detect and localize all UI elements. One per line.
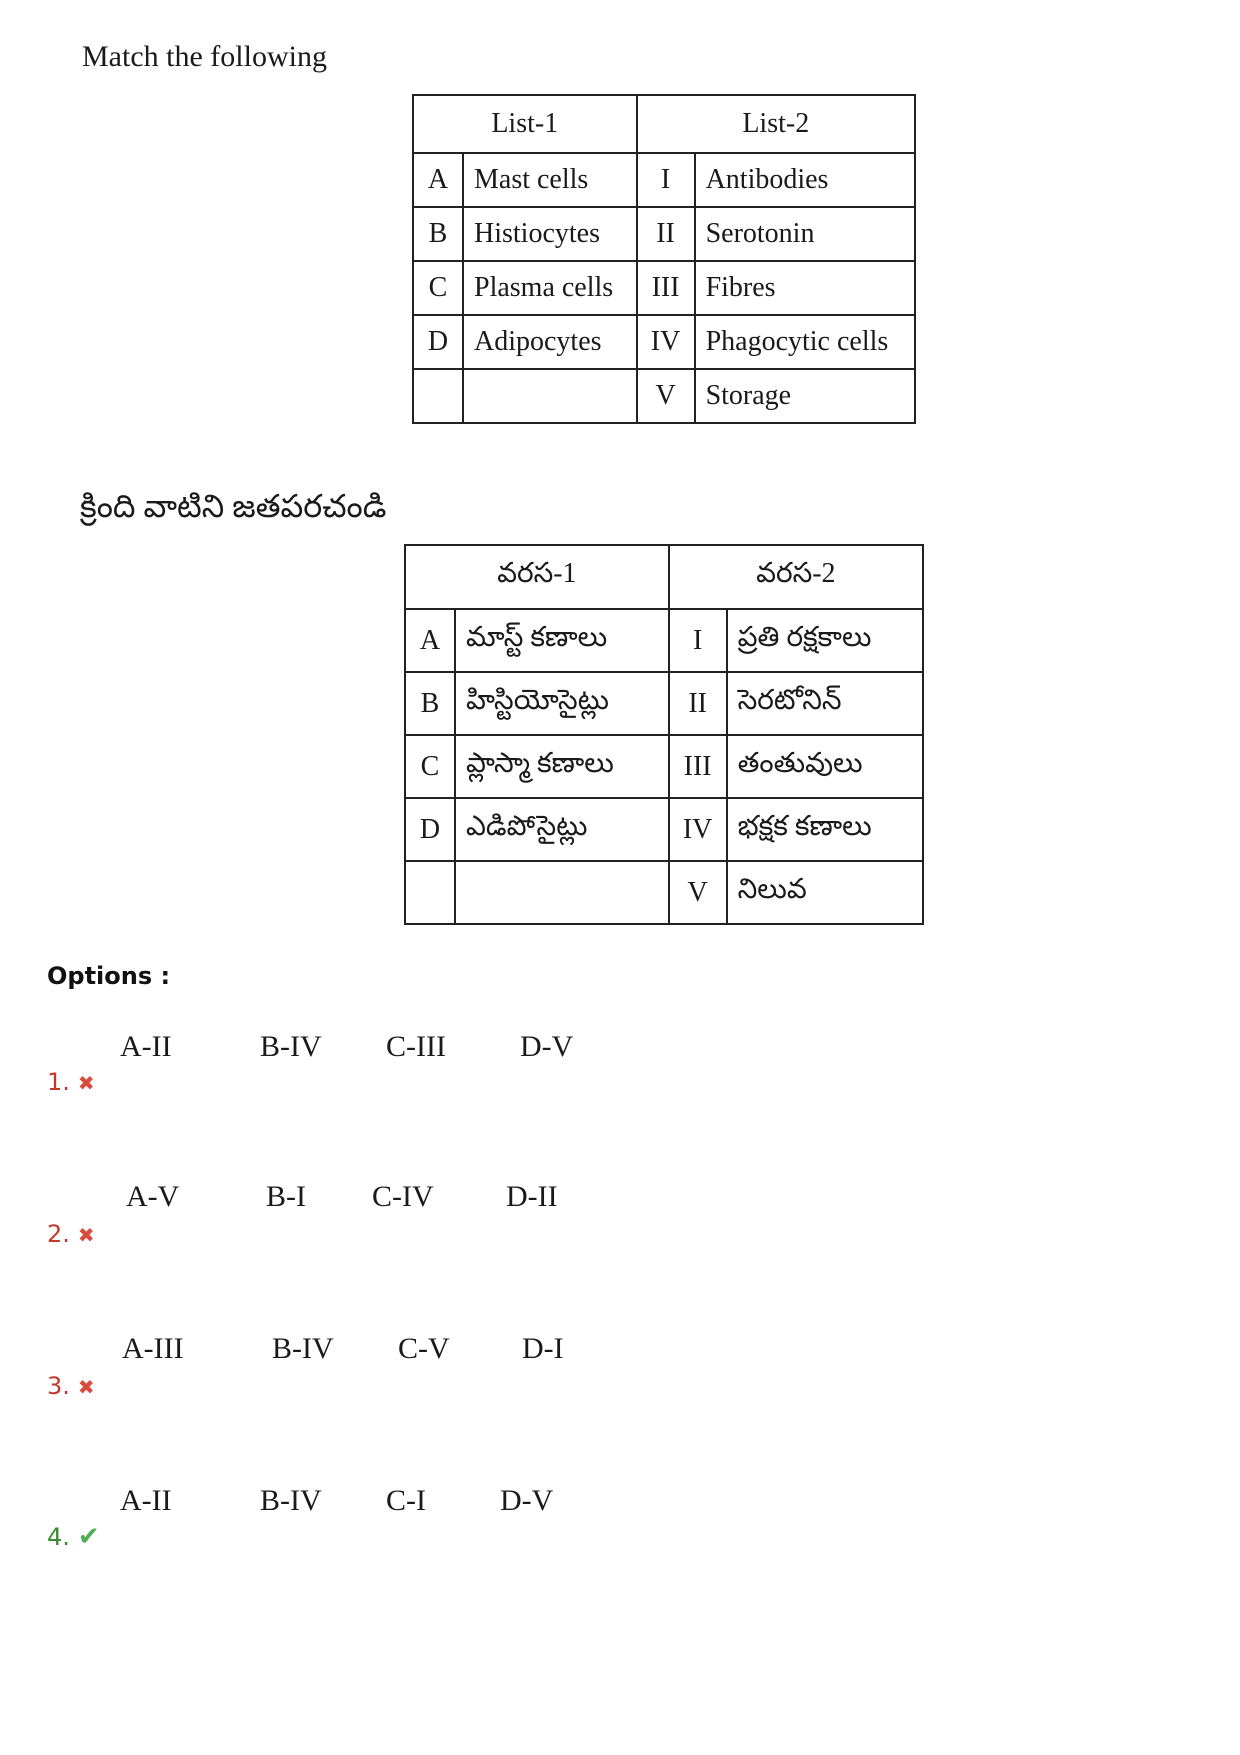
list-1-item: Plasma cells xyxy=(463,261,637,315)
option-3[interactable] xyxy=(0,1332,700,1472)
option-pair: A-III xyxy=(122,1332,184,1365)
option-4[interactable] xyxy=(0,1484,700,1624)
list-2-item: Fibres xyxy=(695,261,915,315)
table-row xyxy=(405,735,923,798)
list-1-item: మాస్ట్ కణాలు xyxy=(455,609,669,672)
table-row xyxy=(413,369,915,423)
list-1-key: A xyxy=(413,153,463,207)
list-2-key: II xyxy=(637,207,695,261)
list-1-key: D xyxy=(405,798,455,861)
telugu-question-title: క్రింది వాటిని జతపరచండి xyxy=(80,488,387,524)
list-1-key xyxy=(405,861,455,924)
option-pair: D-I xyxy=(522,1332,564,1365)
list-2-key: IV xyxy=(637,315,695,369)
list-2-item: Storage xyxy=(695,369,915,423)
list-1-item: హిస్టియోసైట్లు xyxy=(455,672,669,735)
option-pair: C-V xyxy=(398,1332,450,1365)
list-2-header: List-2 xyxy=(637,95,915,153)
list-2-key: V xyxy=(637,369,695,423)
option-number: 3. ✖ xyxy=(47,1372,95,1400)
option-pair: A-II xyxy=(120,1484,172,1517)
list-2-item: భక్షక కణాలు xyxy=(727,798,923,861)
table-row xyxy=(405,861,923,924)
option-pair: D-V xyxy=(520,1030,574,1063)
option-pair: A-V xyxy=(126,1180,180,1213)
list-1-item xyxy=(463,369,637,423)
list-2-item: ప్రతి రక్షకాలు xyxy=(727,609,923,672)
list-2-key: I xyxy=(637,153,695,207)
option-pair: C-I xyxy=(386,1484,426,1517)
list-1-key: D xyxy=(413,315,463,369)
list-1-key: C xyxy=(413,261,463,315)
option-pair: B-IV xyxy=(260,1484,322,1517)
list-1-key: C xyxy=(405,735,455,798)
list-1-header: వరస-1 xyxy=(405,545,669,609)
table-row xyxy=(413,315,915,369)
list-2-item: నిలువ xyxy=(727,861,923,924)
table-row xyxy=(413,261,915,315)
cross-icon: ✖ xyxy=(77,1223,95,1247)
list-2-key: IV xyxy=(669,798,727,861)
option-number: 1. ✖ xyxy=(47,1068,95,1096)
check-icon: ✔ xyxy=(77,1522,100,1552)
option-2[interactable] xyxy=(0,1180,700,1320)
list-2-item: తంతువులు xyxy=(727,735,923,798)
list-2-key: III xyxy=(669,735,727,798)
table-row xyxy=(413,207,915,261)
list-2-key: V xyxy=(669,861,727,924)
list-2-key: III xyxy=(637,261,695,315)
list-1-key: B xyxy=(405,672,455,735)
list-1-key xyxy=(413,369,463,423)
list-2-key: I xyxy=(669,609,727,672)
cross-icon: ✖ xyxy=(77,1071,95,1095)
table-row xyxy=(405,609,923,672)
table-row xyxy=(405,672,923,735)
option-1[interactable] xyxy=(0,1030,700,1170)
options-label: Options : xyxy=(47,962,171,990)
list-2-item: Serotonin xyxy=(695,207,915,261)
option-number: 2. ✖ xyxy=(47,1220,95,1248)
table-header-row xyxy=(413,95,915,153)
list-1-header: List-1 xyxy=(413,95,637,153)
list-1-item: ఎడిపోసైట్లు xyxy=(455,798,669,861)
list-1-item: Histiocytes xyxy=(463,207,637,261)
option-pair: D-V xyxy=(500,1484,554,1517)
option-pair: B-IV xyxy=(260,1030,322,1063)
option-number: 4. ✔ xyxy=(47,1522,100,1552)
table-row xyxy=(413,153,915,207)
list-2-key: II xyxy=(669,672,727,735)
option-pair: B-I xyxy=(266,1180,306,1213)
option-pair: D-II xyxy=(506,1180,558,1213)
list-1-key: A xyxy=(405,609,455,672)
list-1-key: B xyxy=(413,207,463,261)
list-2-item: Antibodies xyxy=(695,153,915,207)
list-1-item xyxy=(455,861,669,924)
english-question-title: Match the following xyxy=(82,40,327,73)
cross-icon: ✖ xyxy=(77,1375,95,1399)
table-row xyxy=(405,798,923,861)
list-1-item: Mast cells xyxy=(463,153,637,207)
list-2-header: వరస-2 xyxy=(669,545,923,609)
option-pair: A-II xyxy=(120,1030,172,1063)
telugu-match-table xyxy=(404,544,924,925)
option-pair: B-IV xyxy=(272,1332,334,1365)
list-2-item: Phagocytic cells xyxy=(695,315,915,369)
list-1-item: Adipocytes xyxy=(463,315,637,369)
list-2-item: సెరటోనిన్ xyxy=(727,672,923,735)
english-match-table xyxy=(412,94,916,424)
table-header-row xyxy=(405,545,923,609)
option-pair: C-III xyxy=(386,1030,446,1063)
option-pair: C-IV xyxy=(372,1180,434,1213)
list-1-item: ప్లాస్మా కణాలు xyxy=(455,735,669,798)
